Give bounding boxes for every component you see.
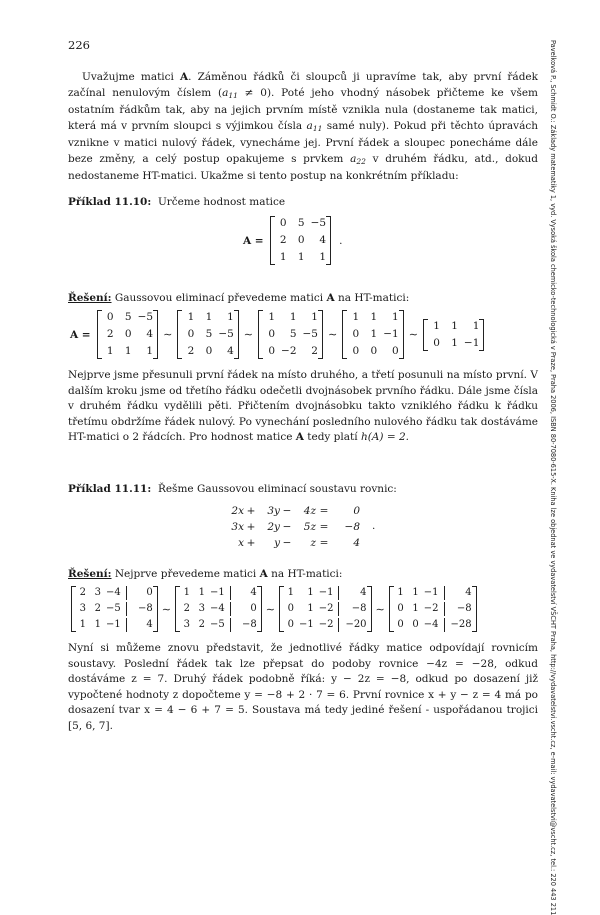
matrix-cell: 4: [444, 586, 472, 600]
matrix-cell: 1: [268, 311, 276, 323]
solution-text: Gaussovou eliminací převedeme matici: [111, 292, 327, 304]
equation-term: +: [246, 505, 256, 517]
solution-label: Řešení:: [68, 292, 112, 304]
explanation-text: tedy platí: [303, 431, 361, 443]
equation-term: −8: [344, 521, 360, 533]
matrix-cell: 5: [297, 217, 305, 229]
matrix-cell: −2: [423, 603, 439, 614]
matrix-cell: 2: [187, 345, 195, 357]
matrix-cell: 3: [94, 587, 101, 598]
matrix-cell: −4: [106, 587, 121, 598]
matrix-cell: 1: [198, 587, 205, 598]
equation-term: =: [319, 537, 329, 549]
element-a: a: [350, 152, 357, 165]
matrix-equals: A =: [70, 328, 91, 341]
matrix-cell: −1: [423, 587, 439, 598]
chain-matrix: [97, 310, 158, 359]
matrix-cell: 1: [124, 345, 132, 357]
matrix-cell: −1: [298, 619, 314, 630]
solution-text: na HT-matici:: [334, 292, 410, 304]
matrix-cell: 1: [412, 587, 419, 598]
matrix-symbol: A: [180, 71, 189, 83]
matrix-cell: 4: [227, 345, 234, 357]
equation-term: −: [282, 505, 292, 517]
equation-term: 2y: [267, 521, 280, 533]
matrix-cell: 0: [205, 345, 213, 357]
matrix-cell: −8: [444, 602, 472, 616]
equation-term: x: [238, 537, 244, 549]
matrix-symbol: A: [326, 292, 335, 304]
matrix-cell: 1: [412, 603, 419, 614]
matrix-cell: 0: [126, 586, 153, 600]
equation-term: 3x: [231, 521, 244, 533]
matrix-cell: 0: [106, 311, 114, 323]
matrix-cell: 0: [397, 603, 404, 614]
matrix-cell: −1: [383, 328, 399, 340]
elimination-chain-2: [70, 586, 478, 632]
matrix-cell: 1: [106, 345, 114, 357]
matrix-cell: 5: [124, 311, 132, 323]
matrix-cell: 1: [319, 251, 327, 263]
matrix-cell: −8: [338, 602, 366, 616]
intro-text: . Záměnou řádků či sloupců ji upravíme tak, aby první řádek začínal nenulovým číslem (: [68, 71, 538, 99]
matrix-cell: 1: [352, 311, 360, 323]
matrix-equals: A =: [243, 234, 264, 247]
equation-term: +: [246, 521, 256, 533]
matrix-cell: −2: [318, 619, 334, 630]
matrix-cell: −4: [423, 619, 439, 630]
example-text: Určeme hodnost matice: [157, 196, 286, 208]
equivalence-symbol: ∼: [265, 602, 275, 616]
period: .: [372, 520, 376, 532]
matrix-cell: 2: [79, 587, 86, 598]
page-number: 226: [68, 38, 90, 52]
matrix-cell: 3: [79, 603, 86, 614]
matrix-cell: 2: [106, 328, 114, 340]
equivalence-symbol: ∼: [163, 328, 173, 341]
matrix-symbol: A: [259, 568, 268, 580]
intro-text: v druhém řádku, atd., dokud nedostaneme HT-matici. Ukažme si tento postup na konkrétním příkladu:: [68, 152, 538, 182]
intro-text: Uvažujme matici: [82, 71, 181, 83]
period: .: [339, 234, 343, 247]
matrix-cell: −1: [209, 587, 225, 598]
matrix-cell: 0: [287, 619, 294, 630]
matrix-cell: 0: [397, 619, 404, 630]
matrix-cell: −1: [106, 619, 121, 630]
matrix-cell: −2: [318, 603, 334, 614]
intro-text: samé nuly). Pokud při těchto úpravách vznikne v matici nulový řádek, vynecháme jej. První řádek a sloupec ponecháme dále beze změny, a celý postup opakujeme s prvkem: [68, 119, 538, 165]
matrix-cell: 0: [433, 336, 440, 349]
matrix-cell: −20: [338, 618, 366, 632]
matrix-cell: 1: [311, 311, 318, 323]
matrix-cell: 0: [297, 234, 305, 246]
matrix-cell: 4: [126, 618, 153, 632]
matrix-cell: 1: [451, 336, 458, 349]
matrix-cell: 5: [205, 328, 213, 340]
rank-result: h(A) = 2.: [360, 431, 409, 443]
equation-term: z: [310, 537, 316, 549]
matrix-cell: −5: [310, 217, 327, 229]
equivalence-symbol: ∼: [161, 602, 171, 616]
intro-paragraph: [68, 70, 538, 185]
matrix-cell: 1: [94, 619, 101, 630]
matrix-cell: 0: [268, 328, 276, 340]
matrix-cell: 1: [370, 311, 378, 323]
equation-term: −: [282, 537, 292, 549]
matrix-cell: 4: [146, 328, 154, 340]
matrix-cell: 1: [451, 319, 458, 332]
matrix-cell: 0: [124, 328, 132, 340]
element-a: a: [222, 86, 229, 99]
matrix-cell: 1: [433, 319, 440, 332]
matrix-cell: 4: [319, 234, 327, 246]
matrix-cell: 0: [352, 328, 360, 340]
chain-matrix: [342, 310, 403, 359]
equation-term: 4z: [303, 505, 316, 517]
matrix-cell: 2: [183, 603, 190, 614]
matrix-definition: [243, 216, 342, 265]
chain-matrix: [177, 310, 238, 359]
matrix-cell: 5: [289, 328, 297, 340]
augmented-matrix: [175, 586, 262, 632]
matrix-cell: −8: [126, 602, 153, 616]
matrix-cell: −28: [444, 618, 472, 632]
equation-term: 5z: [303, 521, 316, 533]
matrix-cell: 1: [307, 603, 314, 614]
matrix-cell: 0: [287, 603, 294, 614]
solution-text: Nejprve převedeme matici: [111, 568, 260, 580]
example-text: Řešme Gaussovou eliminací soustavu rovnic:: [157, 483, 397, 495]
matrix-cell: −1: [463, 336, 480, 349]
element-a: a: [306, 119, 313, 132]
explanation-1: [68, 368, 538, 446]
matrix-cell: −5: [218, 328, 234, 340]
matrix-cell: 1: [287, 587, 294, 598]
matrix-cell: 1: [227, 311, 234, 323]
example-11-10-heading: [68, 195, 538, 211]
solution-text: na HT-matici:: [267, 568, 343, 580]
equivalence-symbol: ∼: [408, 328, 418, 341]
matrix-cell: 3: [183, 619, 190, 630]
equation-term: y: [274, 537, 280, 549]
subscript: 11: [312, 123, 323, 133]
matrix-cell: 1: [307, 587, 314, 598]
equivalence-symbol: ∼: [327, 328, 338, 341]
final-text: Nyní si můžeme znovu představit, že jednotlivé řádky matice odpovídají rovnicím soustavy. Poslední řádek tak lze přepsat do podoby rovnice −4z = −28, odkud dostáváme z = 7. Druhý řádek podobně říká: y − 2z = −8, odkud po dosazení již vypočtené hodnoty z dopočteme y = −8 + 2 · 7 = 6. První rovnice x + y − z = 4 má po dosazení tvar x = 4 − 6 + 7 = 5. Soustava má tedy jediné řešení - uspořádanou trojici [5, 6, 7].: [68, 642, 538, 732]
matrix-cell: 0: [412, 619, 419, 630]
equation-term: +: [246, 537, 256, 549]
matrix-cell: 1: [289, 311, 297, 323]
equation-term: 3y: [267, 505, 280, 517]
matrix-cell: 1: [183, 587, 190, 598]
matrix-cell: 0: [187, 328, 195, 340]
equation-system: [222, 504, 360, 551]
matrix-cell: 1: [205, 311, 213, 323]
solution-2-heading: [68, 567, 538, 583]
matrix-cell: 0: [268, 345, 276, 357]
equivalence-symbol: ∼: [243, 328, 254, 341]
matrix-cell: −4: [209, 603, 225, 614]
matrix-cell: 1: [472, 319, 480, 332]
example-label: Příklad 11.10:: [68, 196, 152, 208]
matrix-cell: 0: [279, 217, 287, 229]
matrix-cell: 2: [311, 345, 318, 357]
equation-term: =: [319, 505, 329, 517]
intro-text: ≠ 0). Poté jeho vhodný násobek přičteme ke všem ostatním řádkům tak, aby na jejich prvním místě vznikla nula (dostaneme tak matici, která má v prvním sloupci s výjimkou čísla: [68, 86, 538, 132]
solution-label: Řešení:: [68, 568, 112, 580]
equivalence-symbol: ∼: [375, 602, 385, 616]
matrix-cell: 2: [94, 603, 101, 614]
matrix-cell: 2: [198, 619, 205, 630]
side-note: [548, 40, 572, 915]
subscript: 11: [228, 90, 238, 100]
elimination-chain-1: [70, 310, 486, 359]
matrix-cell: −5: [209, 619, 225, 630]
matrix-cell: 1: [146, 345, 154, 357]
matrix-cell: −2: [281, 345, 297, 357]
matrix-cell: −8: [230, 618, 257, 632]
final-explanation: [68, 641, 538, 734]
matrix-cell: 4: [338, 586, 366, 600]
equation-term: 0: [353, 505, 360, 517]
explanation-text: Nejprve jsme přesunuli první řádek na místo druhého, a třetí posunuli na místo první. V dalším kroku jsme od třetího řádku odečetli dvojnásobek prvního řádku. Dále jsme čísla v druhém řádku vydělili pěti. Přičtením dvojnásobku takto vzniklého řádku k řádku třetímu obdržíme řádek nulový. Po vynechání posledního nulového řádku tak dostáváme HT-matici o 2 řádcích. Pro hodnost matice: [68, 369, 538, 443]
example-11-11-heading: [68, 482, 538, 498]
matrix-symbol: A: [295, 431, 304, 443]
chain-matrix: [258, 310, 323, 359]
matrix-cell: 1: [187, 311, 195, 323]
matrix-cell: 1: [297, 251, 305, 263]
equation-term: =: [319, 521, 329, 533]
matrix-cell: 3: [198, 603, 205, 614]
chain-matrix: [423, 319, 484, 351]
example-label: Příklad 11.11:: [68, 483, 152, 495]
matrix-cell: 0: [370, 345, 378, 357]
subscript: 22: [356, 156, 366, 166]
solution-1-heading: [68, 291, 538, 307]
matrix-cell: −5: [106, 603, 121, 614]
matrix-cell: −1: [318, 587, 334, 598]
matrix-cell: 4: [230, 586, 257, 600]
matrix-cell: 0: [352, 345, 360, 357]
matrix-cell: 2: [279, 234, 287, 246]
equation-term: 2x: [231, 505, 244, 517]
augmented-matrix: [71, 586, 158, 632]
augmented-matrix: [279, 586, 372, 632]
matrix-cell: 0: [392, 345, 399, 357]
matrix-A: [270, 216, 331, 265]
matrix-cell: 0: [230, 602, 257, 616]
matrix-cell: 1: [279, 251, 287, 263]
matrix-cell: 1: [392, 311, 399, 323]
matrix-cell: −5: [302, 328, 318, 340]
equation-term: 4: [353, 537, 360, 549]
matrix-cell: 1: [397, 587, 404, 598]
equation-term: −: [282, 521, 292, 533]
matrix-cell: 1: [79, 619, 86, 630]
matrix-cell: −5: [137, 311, 154, 323]
side-note-text: Pavelková P., Schmidt O.: Základy matematiky 1, vyd. Vysoká škola chemicko-technologická v Praze, Praha 2006, ISBN 80-7080-615-X. Kniha lze objednat ve vydavatelství VŠCHT Praha, http://vydavatelstvi.vscht.cz, e-mail: vydavatelstvi@vscht.cz, tel.: 220 443 211: [549, 40, 557, 915]
matrix-cell: 1: [370, 328, 378, 340]
augmented-matrix: [389, 586, 477, 632]
